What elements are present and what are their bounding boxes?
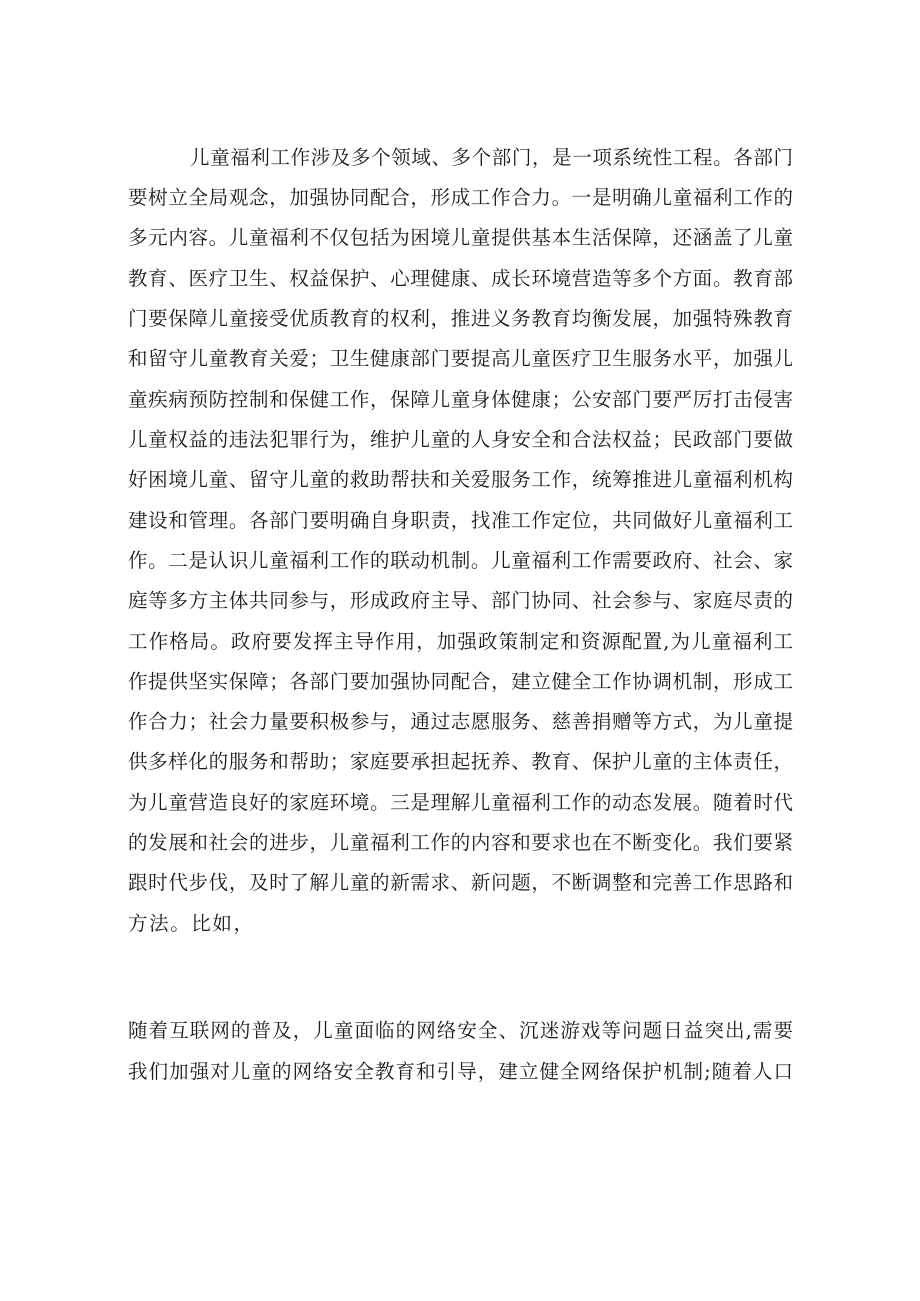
text-line: 作合力；社会力量要积极参与，通过志愿服务、慈善捐赠等方式，为儿童提 (128, 710, 794, 733)
text-line: 童疾病预防控制和保健工作，保障儿童身体健康；公安部门要严厉打击侵害 (128, 388, 794, 411)
text-line: 作。二是认识儿童福利工作的联动机制。儿童福利工作需要政府、社会、家 (128, 549, 794, 572)
text-line: 方法。比如， (128, 912, 255, 935)
text-line: 我们加强对儿童的网络安全教育和引导，建立健全网络保护机制;随着人口 (128, 1060, 795, 1083)
text-line: 工作格局。政府要发挥主导作用，加强政策制定和资源配置,为儿童福利工 (128, 630, 795, 653)
text-line: 好困境儿童、留守儿童的救助帮扶和关爱服务工作，统筹推进儿童福利机构 (128, 468, 794, 491)
text-line: 要树立全局观念，加强协同配合，形成工作合力。一是明确儿童福利工作的 (128, 186, 794, 209)
text-line: 作提供坚实保障；各部门要加强协同配合，建立健全工作协调机制，形成工 (128, 670, 794, 693)
text-line: 门要保障儿童接受优质教育的权利，推进义务教育均衡发展，加强特殊教育 (128, 307, 794, 330)
text-line: 跟时代步伐，及时了解儿童的新需求、新问题，不断调整和完善工作思路和 (128, 871, 794, 894)
text-line: 的发展和社会的进步，儿童福利工作的内容和要求也在不断变化。我们要紧 (128, 831, 794, 854)
text-line: 多元内容。儿童福利不仅包括为困境儿童提供基本生活保障，还涵盖了儿童 (128, 226, 794, 249)
text-line: 为儿童营造良好的家庭环境。三是理解儿童福利工作的动态发展。随着时代 (128, 791, 794, 814)
text-line: 儿童福利工作涉及多个领域、多个部门，是一项系统性工程。各部门 (190, 146, 794, 169)
text-line: 供多样化的服务和帮助；家庭要承担起抚养、教育、保护儿童的主体责任， (128, 750, 794, 773)
text-line: 随着互联网的普及，儿童面临的网络安全、沉迷游戏等问题日益突出,需要 (128, 1019, 795, 1042)
text-line: 儿童权益的违法犯罪行为，维护儿童的人身安全和合法权益；民政部门要做 (128, 428, 794, 451)
text-line: 庭等多方主体共同参与，形成政府主导、部门协同、社会参与、家庭尽责的 (128, 589, 794, 612)
text-line: 建设和管理。各部门要明确自身职责，找准工作定位，共同做好儿童福利工 (128, 509, 794, 532)
text-line: 和留守儿童教育关爱；卫生健康部门要提高儿童医疗卫生服务水平，加强儿 (128, 347, 794, 370)
text-line: 教育、医疗卫生、权益保护、心理健康、成长环境营造等多个方面。教育部 (128, 267, 794, 290)
